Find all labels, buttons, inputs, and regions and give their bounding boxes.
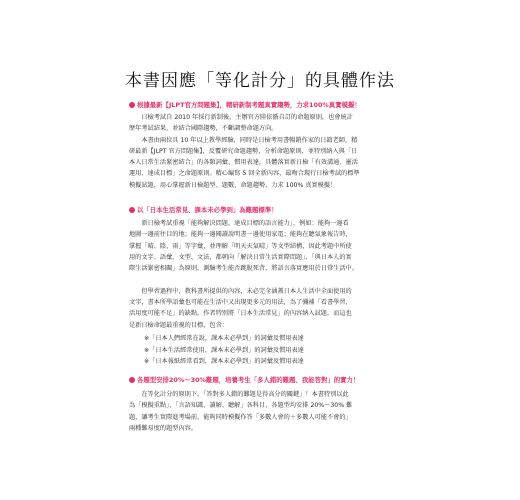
text-line: 歷年考試結果，並結合國際趨勢，不斷調整命題方向。 — [129, 125, 278, 133]
bullet-icon — [129, 377, 135, 383]
text-line: 地圖一邊前往目的地；能夠一邊閱讀說明書一邊使用家電；能夠在聽氣象報告時， — [129, 231, 352, 239]
text-line — [129, 274, 394, 285]
text-line: 為「模擬重點」，「言語知識、讀解、聽解」各科目，各題型均安排 20%～30% 難 — [129, 402, 353, 410]
text-line: 兩種難易度的題型內容。 — [129, 424, 198, 432]
text-line: 研最新【JLPT 官方問題集】，反覆研究命題趨勢，分析命題原則，並特別納入與「日 — [129, 147, 358, 155]
list-item: ※「日本生活經常使用，課本未必學到」的詞彙及慣用表達 — [144, 346, 304, 354]
text-line: 日檢考試自 2010 年採行新制後，主辦官方陸依循自訂的命題原則，也會統計 — [129, 114, 353, 121]
text-line: 活用度可能不足」的缺點，作者特別將「日本生活常見」的內容納入試題，而這也 — [129, 310, 352, 318]
text-line: 是新日檢命題最重視的目標，包含： — [129, 321, 228, 329]
section-3-heading — [129, 376, 399, 385]
text-line: 文字，書本所學語彙也可能在生活中又出現更多元的用法，為了彌補「看書學習， — [129, 299, 352, 307]
section-1-heading — [129, 101, 399, 110]
bullet-icon — [129, 102, 135, 108]
text-line: 際生活緊密相關」為原則，測驗考生能否跳脫死背，將語言落實應用於日常生活中。 — [129, 265, 358, 273]
text-line: 在等化計分的原則下，「答對多人錯的難題是得高分的關鍵」！本書特別以此 — [129, 391, 349, 398]
text-line: 新日檢考試重視「能夠解決問題，達成目標的語言能力」，例如：能夠一邊看 — [129, 220, 349, 227]
text-line: 本書由兩位具 10 年以上教學經驗，同時是日檢考用書暢銷作家的日籍老師，精 — [129, 136, 358, 144]
list-item: ※「日本報紙經常看到，課本未必學到」的詞彙及慣用表達 — [144, 358, 304, 365]
section-heading-text: 各題型安排20%～30%難題，培養考生「多人錯的難題、我能答對」的實力！ — [137, 376, 360, 384]
page-title: 本書因應「等化計分」的具體作法 — [125, 71, 395, 91]
bullet-icon — [129, 207, 135, 213]
text-line: 掌握「晴、陰、雨」等字彙，並理解「明天天氣晴」等文型結構，因此考題中所使 — [129, 242, 352, 250]
section-2-heading — [129, 206, 399, 215]
section-1-body — [129, 112, 394, 191]
text-line: 模擬試題，用心掌握新日檢題型、題數、命題趨勢，力求 100% 真實模擬！ — [129, 181, 337, 189]
list-item: ※「日本人們經常在說，課本未必學到」的詞彙及慣用表達 — [144, 335, 304, 342]
section-3-body — [129, 389, 394, 434]
text-line: 題，讓考生實際進考場前，能夠同時模擬作答「多數人會的＋多數人可能不會的」 — [129, 413, 352, 421]
text-line: 運用、達成目標」之命題原則。精心編寫 5 回全新內容，最吻合現行日檢考試的標準 — [129, 170, 360, 178]
section-2-list — [144, 333, 384, 368]
section-heading-text: 以「日本生活常見、課本未必學到」為難題標準！ — [137, 206, 278, 214]
text-line: 但學習過程中，教科書所提供的內容，未必完全涵蓋日本人生活中全面使用的 — [129, 287, 352, 295]
text-line: 用的文字、語彙、文型、文法，都朝向「解決日常生活實際問題」、「與日本人的實 — [129, 253, 352, 261]
text-line: 本人日常生活緊密結合」的各類詞彙、慣用表達，具體落實新日檢「有效溝通、靈活 — [129, 159, 358, 167]
section-2-body — [129, 218, 394, 331]
section-heading-text: 根據最新【JLPT官方問題集】，精研新制考題真實趨勢，力求100%真實模擬！ — [137, 101, 361, 109]
